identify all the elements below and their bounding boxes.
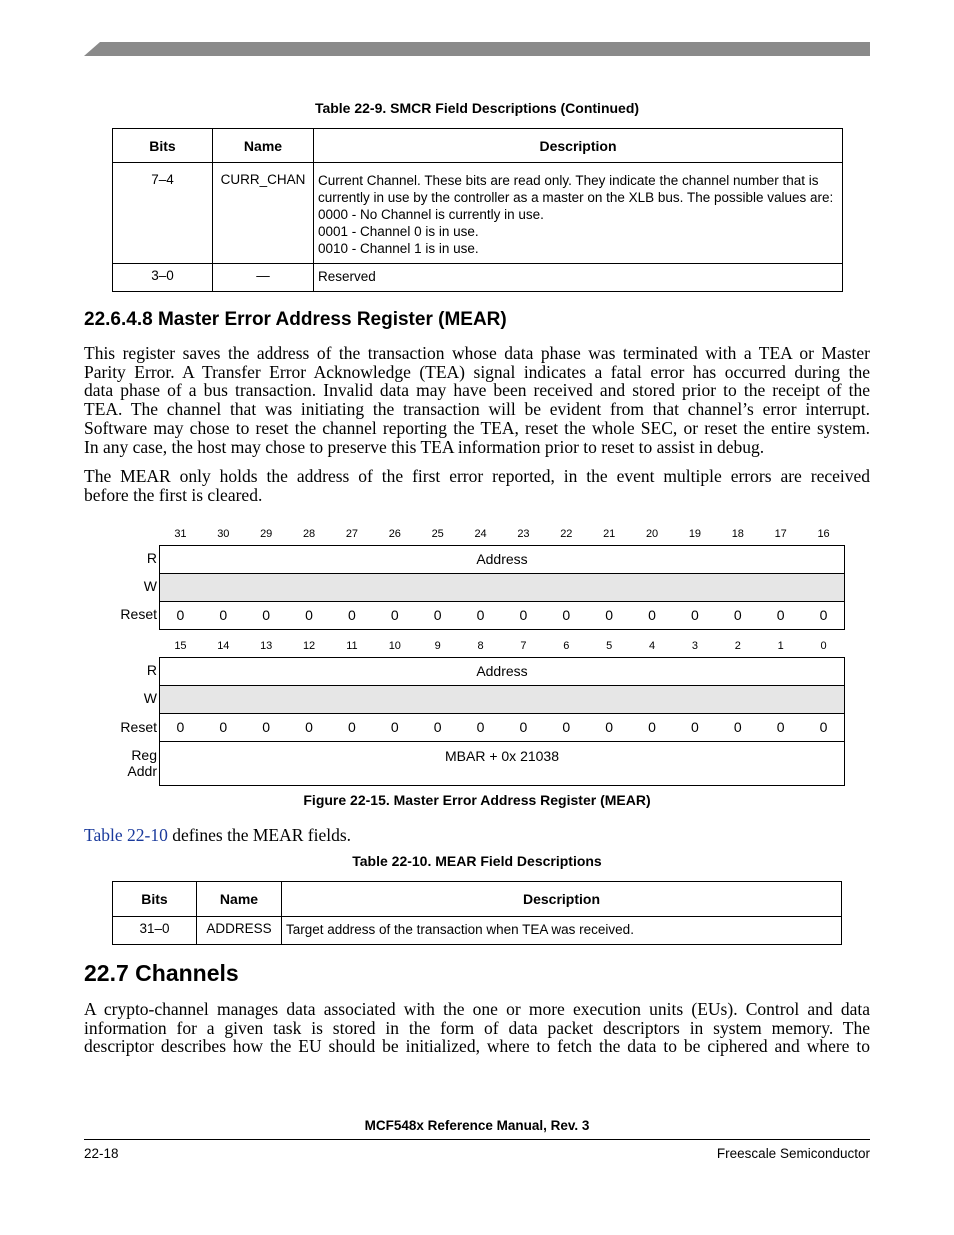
body-paragraph xyxy=(84,344,870,456)
reference-sentence xyxy=(84,825,351,846)
bit-number: 0 xyxy=(820,640,827,652)
reset-value: 0 xyxy=(648,719,656,735)
bit-number: 18 xyxy=(731,528,744,540)
reference-text: defines the MEAR fields. xyxy=(167,825,352,845)
description-line: 0001 - Channel 0 is in use. xyxy=(318,224,479,239)
paragraph-line: Parity Error. A Transfer Error Acknowledge (TEA) signal indicates a fatal error has occurred during the xyxy=(84,361,870,382)
column-header: Description xyxy=(282,882,842,917)
reset-value: 0 xyxy=(390,719,399,735)
bit-number: 24 xyxy=(474,528,487,540)
reset-value: 0 xyxy=(605,607,614,623)
reset-value: 0 xyxy=(433,719,442,735)
write-row-upper xyxy=(159,573,845,602)
bit-number: 2 xyxy=(734,640,741,652)
table-reference-link[interactable]: Table 22-10 xyxy=(84,825,168,845)
paragraph-line: before the first is cleared. xyxy=(84,484,263,505)
bit-number: 19 xyxy=(688,528,702,540)
reset-value: 0 xyxy=(519,719,528,735)
reset-value: 0 xyxy=(433,607,442,623)
reset-values-upper xyxy=(159,601,845,629)
reset-value: 0 xyxy=(648,607,656,623)
body-paragraph xyxy=(84,1000,870,1056)
body-paragraph xyxy=(84,467,870,504)
paragraph-line: descriptor describes how the EU should be initialized, where to fetch the data to be ciphered and where to xyxy=(84,1036,870,1057)
name-cell: CURR_CHAN xyxy=(213,163,314,264)
smcr-field-table xyxy=(112,128,843,292)
section-heading: 22.6.4.8 Master Error Address Register (MEAR) xyxy=(84,309,507,330)
description-cell xyxy=(314,163,843,264)
write-label: W xyxy=(143,578,157,594)
read-label: R xyxy=(146,550,157,566)
header-bar xyxy=(84,42,870,56)
bit-number: 29 xyxy=(260,528,273,540)
reset-value: 0 xyxy=(219,719,228,735)
column-header: Name xyxy=(197,882,282,917)
reset-value: 0 xyxy=(605,719,614,735)
description-line: currently in use by the controller as a master on the XLB bus. The possible values are: xyxy=(318,190,834,205)
reset-label: Reset xyxy=(120,606,157,622)
reset-value: 0 xyxy=(390,607,399,623)
table-header-row xyxy=(113,129,843,163)
reset-value: 0 xyxy=(262,719,271,735)
column-header: Bits xyxy=(113,882,197,917)
reset-value: 0 xyxy=(691,607,699,623)
reset-value: 0 xyxy=(305,719,313,735)
bits-cell: 3–0 xyxy=(113,264,213,292)
reset-value: 0 xyxy=(476,607,485,623)
bit-number: 5 xyxy=(606,640,613,652)
paragraph-line: In any case, the host may chose to preserve this TEA information prior to reset to assist in debug. xyxy=(84,436,765,457)
column-header: Name xyxy=(213,129,314,163)
address-field-upper: Address xyxy=(159,545,845,574)
table-caption: Table 22-10. MEAR Field Descriptions xyxy=(352,853,602,869)
paragraph-line: information for a given task is stored in the form of data packet descriptors in system memory. The xyxy=(84,1017,870,1038)
bits-cell: 31–0 xyxy=(113,917,197,945)
bit-numbers-upper xyxy=(159,528,845,542)
bit-number: 21 xyxy=(603,528,616,540)
name-cell: ADDRESS xyxy=(197,917,282,945)
bit-number: 16 xyxy=(817,528,830,540)
footer-title: MCF548x Reference Manual, Rev. 3 xyxy=(364,1118,590,1133)
read-label: R xyxy=(146,662,157,678)
description-line: Reserved xyxy=(318,269,376,284)
reset-value: 0 xyxy=(348,719,356,735)
column-header: Description xyxy=(314,129,843,163)
reset-value: 0 xyxy=(519,607,528,623)
bit-number: 26 xyxy=(388,528,401,540)
bit-number: 7 xyxy=(520,640,527,652)
paragraph-line: TEA. The channel that was initiating the transaction will be evident from that channel’s error interrupt. xyxy=(84,399,870,420)
figure-caption: Figure 22-15. Master Error Address Register (MEAR) xyxy=(303,792,651,808)
bit-number: 1 xyxy=(777,640,784,652)
reset-value: 0 xyxy=(476,719,485,735)
description-cell xyxy=(314,264,843,292)
reset-value: 0 xyxy=(819,719,828,735)
reset-value: 0 xyxy=(176,719,185,735)
bit-number: 27 xyxy=(345,528,359,540)
write-label: W xyxy=(143,690,157,706)
addr-label-line: Addr xyxy=(127,763,157,779)
paragraph-line: This register saves the address of the transaction whose data phase was terminated with a TEA or Master xyxy=(84,343,870,363)
bit-number: 25 xyxy=(431,528,444,540)
table-row xyxy=(113,163,843,264)
address-field-lower: Address xyxy=(159,657,845,686)
bit-number: 4 xyxy=(649,640,656,652)
reset-value: 0 xyxy=(776,719,785,735)
reset-value: 0 xyxy=(305,607,313,623)
bit-number: 13 xyxy=(260,640,273,652)
bit-number: 20 xyxy=(645,528,659,540)
reset-value: 0 xyxy=(348,607,356,623)
paragraph-line: The MEAR only holds the address of the first error reported, in the event multiple errors are received xyxy=(84,466,870,486)
paragraph-line: Software may chose to reset the channel reporting the TEA, reset the whole SEC, or reset the entire system. xyxy=(84,417,870,438)
bit-number: 17 xyxy=(774,528,787,540)
bit-number: 28 xyxy=(302,528,316,540)
reg-addr-label xyxy=(0,747,157,779)
bit-number: 31 xyxy=(174,528,187,540)
description-cell: Target address of the transaction when TEA was received. xyxy=(282,917,842,945)
description-line: 0000 - No Channel is currently in use. xyxy=(318,207,544,222)
bit-number: 30 xyxy=(217,528,230,540)
reset-label: Reset xyxy=(120,719,157,735)
table-header-row xyxy=(113,882,842,917)
reset-values-lower xyxy=(159,713,845,741)
bits-cell: 7–4 xyxy=(113,163,213,264)
reset-value: 0 xyxy=(562,607,571,623)
name-cell: — xyxy=(213,264,314,292)
paragraph-line: A crypto-channel manages data associated with the one or more execution units (EUs). Control and data xyxy=(84,999,870,1019)
bit-number: 10 xyxy=(388,640,401,652)
reset-value: 0 xyxy=(819,607,828,623)
reset-value: 0 xyxy=(691,719,699,735)
paragraph-line: data phase of a bus transaction. Invalid data may have been received and stored prior to the receipt of the xyxy=(84,380,870,401)
write-row-lower xyxy=(159,685,845,714)
bit-number: 14 xyxy=(217,640,230,652)
page-number: 22-18 xyxy=(84,1146,119,1161)
reset-value: 0 xyxy=(733,607,742,623)
bit-number: 8 xyxy=(477,640,484,652)
reg-label-line: Reg xyxy=(131,747,157,763)
table-caption: Table 22-9. SMCR Field Descriptions (Continued) xyxy=(314,100,640,116)
reset-value: 0 xyxy=(176,607,185,623)
bit-number: 11 xyxy=(346,640,358,652)
description-line: Current Channel. These bits are read only. They indicate the channel number that is xyxy=(318,173,819,188)
reset-value: 0 xyxy=(562,719,571,735)
bit-number: 23 xyxy=(517,528,530,540)
reset-value: 0 xyxy=(776,607,785,623)
reg-addr-value: MBAR + 0x 21038 xyxy=(159,741,845,786)
reset-value: 0 xyxy=(262,607,271,623)
column-header: Bits xyxy=(113,129,213,163)
footer-rule xyxy=(84,1139,870,1140)
bit-number: 6 xyxy=(563,640,570,652)
bit-number: 12 xyxy=(302,640,316,652)
description-line: 0010 - Channel 1 is in use. xyxy=(318,241,479,256)
bit-number: 22 xyxy=(560,528,573,540)
reset-value: 0 xyxy=(219,607,228,623)
table-row xyxy=(113,917,842,945)
bit-number: 15 xyxy=(174,640,187,652)
bit-numbers-lower xyxy=(159,640,845,654)
mear-field-table xyxy=(112,881,842,945)
reset-value: 0 xyxy=(733,719,742,735)
section-heading: 22.7 Channels xyxy=(84,960,239,986)
table-row xyxy=(113,264,843,292)
bit-number: 3 xyxy=(691,640,698,652)
bit-number: 9 xyxy=(434,640,441,652)
company-name: Freescale Semiconductor xyxy=(716,1146,870,1161)
